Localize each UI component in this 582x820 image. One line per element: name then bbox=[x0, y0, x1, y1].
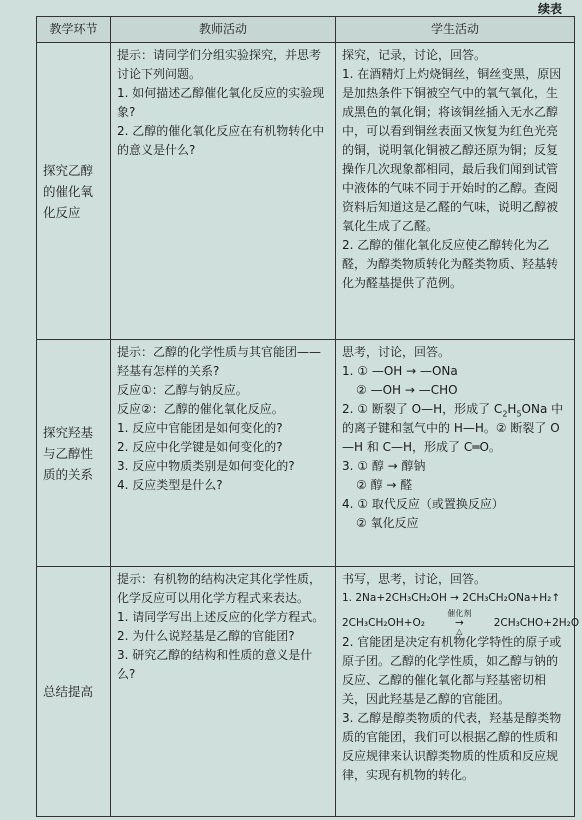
header-stage: 教学环节 bbox=[37, 17, 111, 43]
teacher-cell bbox=[111, 43, 336, 340]
student-line: 3. 乙醇是醇类物质的代表，羟基是醇类物质的官能团，我们可以根据乙醇的性质和反应规律来认识醇类物质的性质和反应规律，实现有机物的转化。 bbox=[342, 711, 562, 782]
teacher-line: 反应②：乙醇的催化氧化反应。 bbox=[117, 402, 284, 416]
teacher-line: 2. 反应中化学键是如何变化的? bbox=[117, 440, 283, 454]
student-line: 4. ① 取代反应（或置换反应） bbox=[342, 497, 504, 511]
student-cell bbox=[336, 43, 575, 340]
student-line: ② 氧化反应 bbox=[356, 516, 419, 530]
formula-part: 2. ① 断裂了 O—H，形成了 C bbox=[342, 402, 503, 416]
student-cell bbox=[336, 567, 580, 817]
lesson-table bbox=[36, 16, 580, 817]
header-student: 学生活动 bbox=[336, 17, 575, 43]
teacher-cell bbox=[111, 567, 336, 817]
teacher-line: 提示：有机物的结构决定其化学性质，化学反应可以用化学方程式来表达。 bbox=[117, 572, 322, 605]
student-line: ② —OH → —CHO bbox=[356, 383, 458, 397]
formula-part: ONa 中的离子键和氢气中的 H—H。② 断裂了 O—H 和 C—H，形成了 C═O。 bbox=[342, 402, 564, 454]
formula-part: H bbox=[507, 402, 517, 416]
teacher-line: 提示：请同学们分组实验探究，并思考讨论下列问题。 bbox=[117, 48, 322, 81]
student-line: ② 醇 → 醛 bbox=[356, 478, 413, 492]
student-line: 2. ① 断裂了 O—H，形成了 $C_2H_5ONa$ 中的离子键和氢气中的 H—H。② 断裂了 O—H 和 C—H，形成了 C═O。 bbox=[342, 402, 564, 454]
table-row bbox=[37, 43, 575, 340]
student-line: 2. 乙醇的催化氧化反应使乙醇转化为乙醛，为醇类物质转化为醛类物质、羟基转化为醛基提供了范例。 bbox=[342, 238, 559, 290]
teacher-cell bbox=[111, 340, 336, 567]
teacher-line: 2. 为什么说羟基是乙醇的官能团? bbox=[117, 629, 295, 643]
teacher-line: 1. 反应中官能团是如何变化的? bbox=[117, 421, 283, 435]
teacher-line: 3. 反应中物质类别是如何变化的? bbox=[117, 459, 295, 473]
table-row bbox=[37, 567, 575, 817]
teacher-line: 1. 请同学写出上述反应的化学方程式。 bbox=[117, 610, 325, 624]
stage-cell: 探究羟基与乙醇性质的关系 bbox=[37, 340, 111, 567]
stage-cell: 探究乙醇的催化氧化反应 bbox=[37, 43, 111, 340]
page-label: 续表 bbox=[537, 2, 562, 16]
teacher-line: 提示：乙醇的化学性质与其官能团——羟基有怎样的关系? bbox=[117, 345, 322, 378]
teacher-line: 1. 如何描述乙醇催化氧化反应的实验现象? bbox=[117, 86, 325, 119]
equation-right: 2CH₃CHO+2H₂O bbox=[493, 617, 580, 629]
header-teacher: 教师活动 bbox=[111, 17, 336, 43]
student-line: 思考，讨论，回答。 bbox=[342, 345, 451, 359]
student-line: 书写，思考，讨论，回答。 bbox=[342, 572, 487, 586]
student-line: 1. ① —OH → —ONa bbox=[342, 364, 458, 378]
student-cell bbox=[336, 340, 575, 567]
heat-label: △ bbox=[456, 627, 463, 636]
equation-left: 2CH₃CH₂OH+O₂ bbox=[342, 617, 425, 629]
teacher-line: 3. 研究乙醇的结构和性质的意义是什么? bbox=[117, 648, 313, 681]
student-line: 探究，记录，讨论，回答。 bbox=[342, 48, 487, 62]
student-line: 1. 在酒精灯上灼烧铜丝，铜丝变黑，原因是加热条件下铜被空气中的氧气氧化，生成黑色的氧化铜；将该铜丝插入无水乙醇中，可以看到铜丝表面又恢复为红色光亮的铜，说明氧化铜被乙醇还原为铜；反复操作几次现象都相同，最后我们闻到试管中液体的气味不同于开始时的乙醇。查阅资料后知道这是乙醛的气味，说明乙醇被氧化生成了乙醛。 bbox=[342, 67, 562, 233]
student-line: 2. 官能团是决定有机物化学特性的原子或原子团。乙醇的化学性质，如乙醇与钠的反应、乙醇的催化氧化都与羟基密切相关，因此羟基是乙醇的官能团。 bbox=[342, 635, 562, 706]
teacher-line: 2. 乙醇的催化氧化反应在有机物转化中的意义是什么? bbox=[117, 124, 325, 157]
stage-cell: 总结提高 bbox=[37, 567, 111, 817]
table-header-row bbox=[37, 17, 575, 43]
teacher-line: 4. 反应类型是什么? bbox=[117, 478, 223, 492]
teacher-line: 反应①：乙醇与钠反应。 bbox=[117, 383, 248, 397]
reaction-arrow: 催化剂 → △ bbox=[428, 614, 490, 633]
catalyst-label: 催化剂 bbox=[447, 609, 472, 618]
equation-line: 1. 2Na+2CH₃CH₂OH → 2CH₃CH₂ONa+H₂↑ bbox=[342, 592, 561, 604]
student-line: 3. ① 醇 → 醇钠 bbox=[342, 459, 426, 473]
equation-line bbox=[342, 609, 580, 636]
table-row bbox=[37, 340, 575, 567]
